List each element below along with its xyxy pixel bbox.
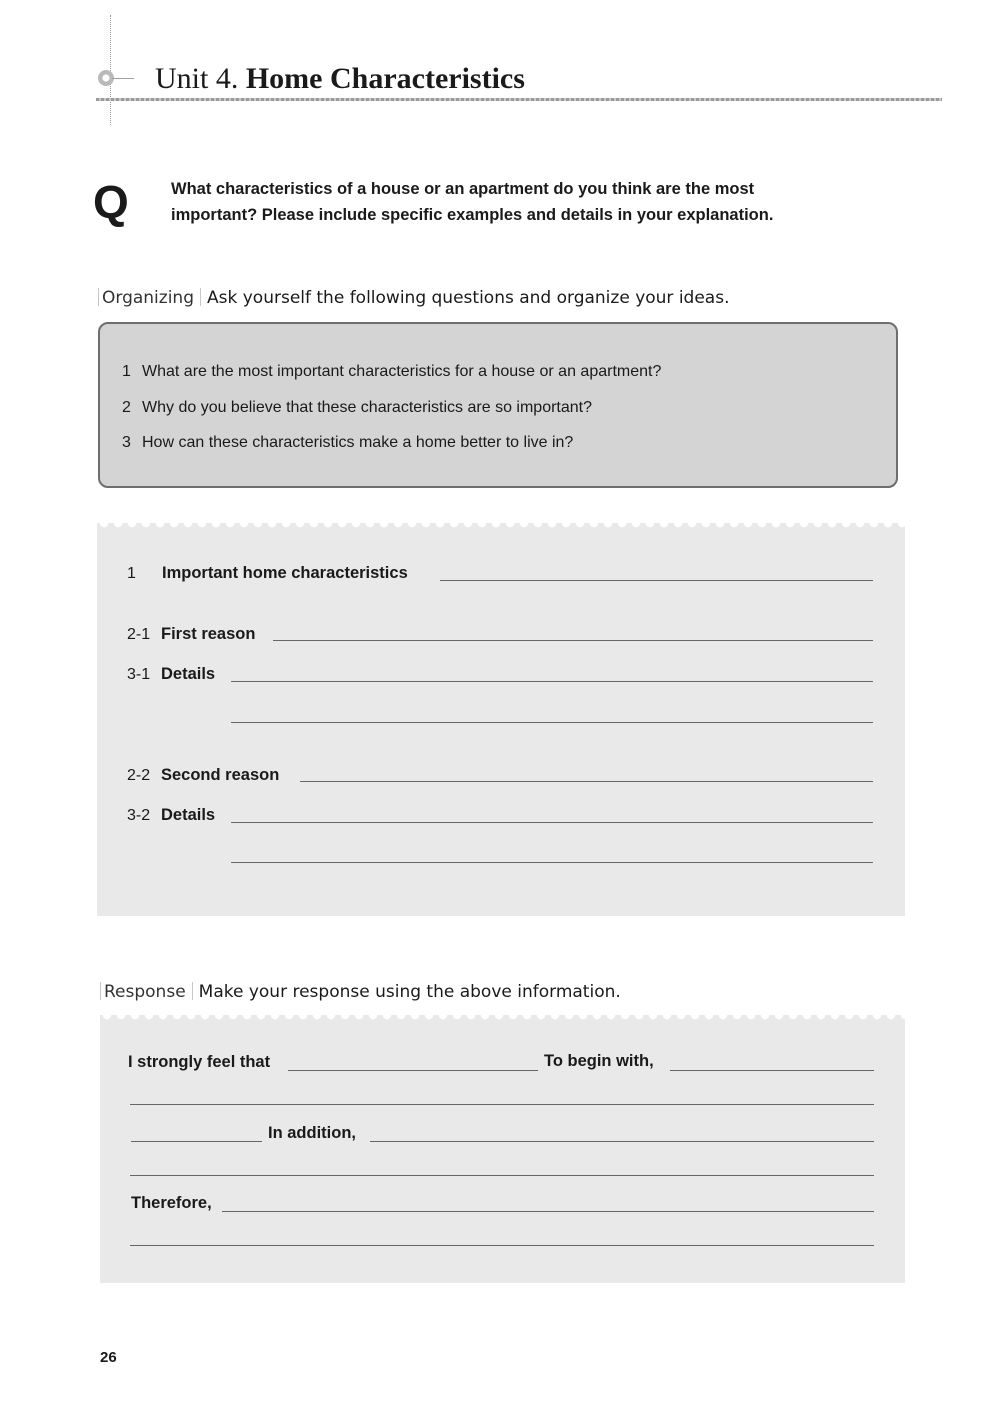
details-2-answer-line[interactable] (231, 822, 873, 823)
question-number: 3 (122, 434, 131, 451)
title-bullet-connector (112, 78, 134, 79)
outline-panel-edge (97, 523, 905, 533)
response-phrase-therefore: Therefore, (131, 1194, 212, 1212)
label-divider (98, 288, 99, 306)
page-number: 26 (100, 1349, 117, 1366)
unit-name: Home Characteristics (245, 62, 525, 95)
response-answer-line[interactable] (131, 1141, 262, 1142)
response-phrase-strongly: I strongly feel that (128, 1053, 271, 1071)
organizing-heading (98, 288, 729, 308)
organizing-question-3 (122, 434, 573, 452)
organizing-question-2 (122, 399, 592, 417)
response-answer-line[interactable] (130, 1245, 874, 1246)
outline-row-number: 3-2 (127, 807, 151, 824)
outline-row-label: First reason (161, 625, 256, 643)
response-answer-line[interactable] (130, 1104, 874, 1105)
question-line-1: What characteristics of a house or an apartment do you think are the most (171, 180, 755, 198)
outline-row-label: Details (161, 806, 216, 824)
question-number: 1 (122, 363, 131, 380)
question-prompt (171, 176, 871, 228)
organizing-label: Organizing (102, 288, 194, 308)
organizing-question-1 (122, 363, 661, 381)
outline-row-label: Details (161, 665, 216, 683)
response-panel-edge (100, 1015, 905, 1025)
response-answer-line[interactable] (130, 1175, 874, 1176)
question-number: 2 (122, 399, 131, 416)
header-divider (96, 98, 942, 101)
response-answer-line[interactable] (370, 1141, 874, 1142)
guide-line (110, 15, 111, 125)
response-phrase-begin: To begin with, (544, 1052, 654, 1070)
response-answer-line[interactable] (670, 1070, 874, 1071)
response-answer-line[interactable] (222, 1211, 874, 1212)
question-text: How can these characteristics make a home better to live in? (142, 434, 574, 451)
response-instruction: Make your response using the above information. (198, 982, 621, 1002)
response-label: Response (104, 982, 186, 1002)
label-divider (192, 982, 193, 1000)
outline-row-number: 2-2 (127, 767, 151, 784)
outline-row-number: 2-1 (127, 626, 151, 643)
outline-row-number: 3-1 (127, 666, 151, 683)
unit-title (155, 62, 525, 96)
unit-number: Unit 4. (155, 62, 239, 95)
organizing-instruction: Ask yourself the following questions and organize your ideas. (207, 288, 730, 308)
response-phrase-addition: In addition, (268, 1124, 356, 1142)
details-1-answer-line-2[interactable] (231, 722, 873, 723)
outline-row-number: 1 (127, 565, 136, 582)
first-reason-answer-line[interactable] (273, 640, 873, 641)
response-heading (100, 982, 621, 1002)
question-letter: Q (93, 176, 129, 228)
question-text: What are the most important characteristics for a house or an apartment? (142, 363, 662, 380)
question-text: Why do you believe that these characteristics are so important? (142, 399, 592, 416)
outline-row-label: Important home characteristics (162, 564, 408, 582)
details-1-answer-line[interactable] (231, 681, 873, 682)
label-divider (100, 982, 101, 1000)
response-answer-line[interactable] (288, 1070, 538, 1071)
outline-row-label: Second reason (161, 766, 280, 784)
characteristics-answer-line[interactable] (440, 580, 873, 581)
label-divider (200, 288, 201, 306)
question-line-2: important? Please include specific examples and details in your explanation. (171, 206, 774, 224)
second-reason-answer-line[interactable] (300, 781, 873, 782)
details-2-answer-line-2[interactable] (231, 862, 873, 863)
